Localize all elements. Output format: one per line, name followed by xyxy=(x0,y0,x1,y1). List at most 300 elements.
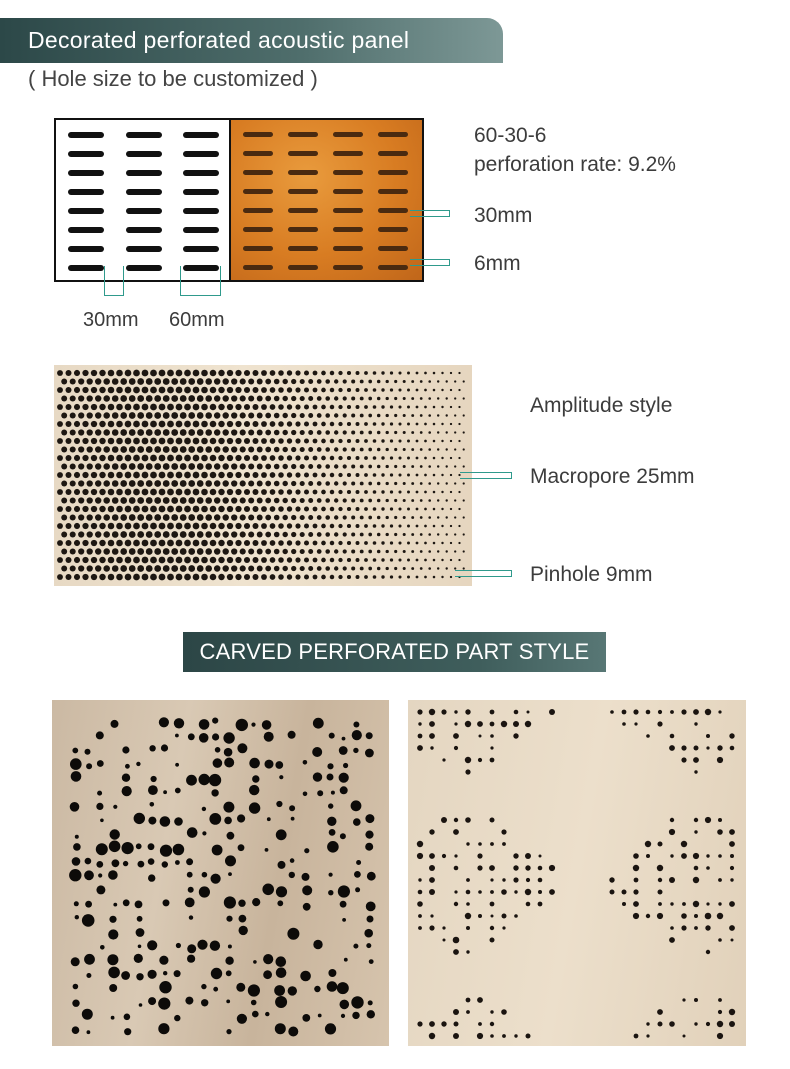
perforation-hole xyxy=(193,438,200,445)
perforation-hole xyxy=(244,574,250,580)
pin-hole xyxy=(513,877,518,882)
carved-hole xyxy=(199,719,210,730)
perforation-hole xyxy=(163,412,170,419)
pin-hole xyxy=(478,758,482,762)
perforation-hole xyxy=(278,387,284,393)
perforation-hole xyxy=(407,576,410,579)
carved-hole xyxy=(213,987,218,992)
carved-hole xyxy=(100,819,104,823)
perforation-hole xyxy=(235,506,241,512)
perforation-hole xyxy=(295,421,300,426)
perforation-hole xyxy=(235,574,241,580)
perforation-hole xyxy=(197,412,204,419)
perforation-hole xyxy=(205,531,212,538)
pin-hole xyxy=(646,914,650,918)
perforation-hole xyxy=(125,370,132,377)
perforation-hole xyxy=(295,523,300,528)
perforation-hole xyxy=(338,524,342,528)
pin-hole xyxy=(706,866,710,870)
perforation-hole xyxy=(416,389,419,392)
perforation-hole xyxy=(222,378,228,384)
perforation-hole xyxy=(390,507,393,510)
pin-hole xyxy=(466,902,470,906)
perforation-hole xyxy=(99,506,105,512)
perforation-hole xyxy=(87,395,93,401)
perforation-hole xyxy=(334,566,338,570)
perforation-hole xyxy=(261,455,267,461)
carved-hole xyxy=(87,1030,91,1034)
perforation-hole xyxy=(235,472,241,478)
carved-hole xyxy=(227,832,235,840)
perforation-hole xyxy=(188,395,195,402)
pin-hole xyxy=(490,734,494,738)
perforation-hole xyxy=(150,438,157,445)
carved-hole xyxy=(276,886,287,897)
perforation-hole xyxy=(176,523,183,530)
perforation-hole xyxy=(61,498,67,504)
perforation-hole xyxy=(197,378,204,385)
perforation-hole xyxy=(99,455,105,461)
perforation-hole xyxy=(112,463,119,470)
carved-hole xyxy=(251,723,255,727)
carved-hole xyxy=(211,789,218,796)
perforation-hole xyxy=(70,480,76,486)
perforation-hole xyxy=(244,387,250,393)
perforation-hole xyxy=(133,404,140,411)
perforation-hole xyxy=(261,370,267,376)
perforation-hole xyxy=(70,378,76,384)
perforation-hole xyxy=(205,412,212,419)
perforation-hole xyxy=(338,388,342,392)
perforation-hole xyxy=(218,404,224,410)
perforation-hole xyxy=(222,463,228,469)
perforation-hole xyxy=(87,378,93,384)
carved-hole xyxy=(175,734,179,738)
pin-hole xyxy=(479,735,482,738)
perforation-hole xyxy=(325,413,330,418)
pin-hole xyxy=(491,915,494,918)
perforation-hole xyxy=(446,550,448,552)
perforation-hole xyxy=(321,507,326,512)
perforation-hole xyxy=(321,473,326,478)
perforation-hole xyxy=(463,550,465,552)
carved-hole xyxy=(82,1009,93,1020)
perforation-hole xyxy=(171,429,178,436)
perforation-hole xyxy=(265,396,271,402)
perforation-hole xyxy=(253,489,259,495)
carved-hole xyxy=(113,805,117,809)
carved-hole xyxy=(212,845,223,856)
perforation-hole xyxy=(57,438,63,444)
perforation-hole xyxy=(70,463,76,469)
perforation-hole xyxy=(381,558,384,561)
pin-hole xyxy=(718,902,721,905)
perforation-hole xyxy=(420,499,423,502)
perforation-hole xyxy=(368,414,372,418)
perforation-hole xyxy=(261,540,267,546)
perforation-hole xyxy=(197,531,204,538)
perforation-hole xyxy=(317,481,322,486)
carved-hole xyxy=(176,943,181,948)
perforation-hole xyxy=(74,489,80,495)
perforation-hole xyxy=(137,412,144,419)
perforation-hole xyxy=(270,370,276,376)
perforation-hole xyxy=(74,421,80,427)
pin-hole xyxy=(525,865,530,870)
carved-hole xyxy=(212,718,218,724)
carved-hole xyxy=(226,970,232,976)
carved-section-banner: CARVED PERFORATED PART STYLE xyxy=(183,632,606,672)
perforation-hole xyxy=(356,575,360,579)
pin-hole xyxy=(513,853,518,858)
perforation-hole xyxy=(428,550,431,553)
perforation-hole xyxy=(227,523,233,529)
pinhole-label: Pinhole 9mm xyxy=(530,563,653,586)
perforation-hole xyxy=(351,464,355,468)
carved-hole xyxy=(209,774,221,786)
carved-hole xyxy=(148,858,155,865)
carved-hole xyxy=(86,973,91,978)
carved-hole xyxy=(161,744,168,751)
perforation-hole xyxy=(343,447,347,451)
perforation-hole xyxy=(70,531,76,537)
perforation-hole xyxy=(407,389,410,392)
slot-hole xyxy=(68,265,104,271)
pin-hole xyxy=(693,901,699,907)
perforation-hole xyxy=(129,480,136,487)
carved-hole xyxy=(365,843,373,851)
perforation-hole xyxy=(125,387,132,394)
perforation-hole xyxy=(176,574,183,581)
perforation-hole xyxy=(398,490,401,493)
perforation-hole xyxy=(325,464,330,469)
carved-hole xyxy=(236,983,245,992)
perforation-hole xyxy=(184,523,191,530)
carved-hole xyxy=(264,732,274,742)
perforation-hole xyxy=(308,430,313,435)
pin-hole xyxy=(610,890,615,895)
perforation-hole xyxy=(368,533,372,537)
carved-hole xyxy=(225,855,236,866)
perforation-hole xyxy=(308,498,313,503)
pin-hole xyxy=(658,878,662,882)
perforation-hole xyxy=(257,396,263,402)
carved-hole xyxy=(224,758,234,768)
perforation-hole xyxy=(218,506,224,512)
perforation-hole xyxy=(218,438,224,444)
perforation-hole xyxy=(163,378,170,385)
pin-hole xyxy=(622,902,626,906)
perforation-hole xyxy=(116,455,123,462)
perforation-hole xyxy=(450,576,452,578)
carved-hole xyxy=(251,1000,257,1006)
pin-hole xyxy=(429,889,435,895)
perforation-hole xyxy=(222,395,228,401)
carved-hole xyxy=(265,1012,269,1016)
perforation-hole xyxy=(381,422,384,425)
perforation-hole xyxy=(381,473,384,476)
carved-hole xyxy=(187,944,196,953)
perforation-hole xyxy=(112,395,119,402)
perforation-hole xyxy=(282,379,287,384)
perforation-hole xyxy=(325,481,330,486)
perforation-hole xyxy=(253,370,259,376)
carved-hole xyxy=(265,760,274,769)
perforation-hole xyxy=(87,565,93,571)
perforation-hole xyxy=(356,456,360,460)
pin-hole xyxy=(718,854,722,858)
perforation-hole xyxy=(291,515,296,520)
perforation-hole xyxy=(398,371,401,374)
carved-hole xyxy=(253,960,257,964)
perforation-hole xyxy=(188,463,195,470)
perforation-hole xyxy=(125,472,132,479)
perforation-hole xyxy=(270,557,276,563)
perforation-hole xyxy=(99,472,105,478)
perforation-hole xyxy=(428,448,431,451)
perforation-hole xyxy=(390,422,393,425)
perforation-hole xyxy=(244,523,250,529)
pin-hole xyxy=(538,890,542,894)
pin-hole xyxy=(490,1034,494,1038)
perforation-hole xyxy=(103,412,110,419)
carved-hole xyxy=(162,861,168,867)
perforation-hole xyxy=(304,421,309,426)
perforation-hole xyxy=(416,508,419,511)
carved-hole xyxy=(175,860,180,865)
perforation-hole xyxy=(95,446,101,452)
perforation-hole xyxy=(137,446,144,453)
perforation-hole xyxy=(377,414,381,418)
perforation-hole xyxy=(159,489,166,496)
perforation-hole xyxy=(180,429,187,436)
perforation-hole xyxy=(274,566,280,572)
perforation-hole xyxy=(291,549,296,554)
perforation-hole xyxy=(313,439,318,444)
carved-hole xyxy=(340,901,347,908)
perforation-hole xyxy=(364,541,368,545)
pin-hole xyxy=(418,926,422,930)
perforation-hole xyxy=(364,439,368,443)
perforation-hole xyxy=(360,397,364,401)
perforation-hole xyxy=(61,566,67,572)
perforation-hole xyxy=(270,387,276,393)
perforation-hole xyxy=(108,489,115,496)
perforation-hole xyxy=(446,414,448,416)
perforation-hole xyxy=(210,472,217,479)
perforation-hole xyxy=(450,559,452,561)
slot-hole xyxy=(183,132,219,138)
perforation-hole xyxy=(321,575,326,580)
carved-hole xyxy=(108,929,118,939)
perforation-hole xyxy=(87,412,93,418)
pin-hole xyxy=(490,938,495,943)
perforation-hole xyxy=(231,565,237,571)
perforation-hole xyxy=(116,540,123,547)
perforation-hole xyxy=(261,523,267,529)
perforation-hole xyxy=(205,565,212,572)
perforation-hole xyxy=(330,439,334,443)
perforation-hole xyxy=(317,498,322,503)
perforation-hole xyxy=(407,457,410,460)
perforation-hole xyxy=(377,516,381,520)
perforation-hole xyxy=(248,412,254,418)
perforation-hole xyxy=(176,438,183,445)
carved-hole xyxy=(225,957,233,965)
perforation-hole xyxy=(351,396,355,400)
slot-hole xyxy=(243,151,273,156)
perforation-hole xyxy=(240,429,246,435)
carved-hole xyxy=(186,858,193,865)
perforation-hole xyxy=(78,531,84,537)
perforation-hole xyxy=(125,540,132,547)
perforation-hole xyxy=(424,508,427,511)
pin-hole xyxy=(705,709,711,715)
pin-hole xyxy=(729,1009,735,1015)
perforation-hole xyxy=(103,429,110,436)
perforation-hole xyxy=(103,463,110,470)
carved-hole xyxy=(276,829,287,840)
perforation-hole xyxy=(82,421,88,427)
perforation-hole xyxy=(214,531,221,538)
perforation-hole xyxy=(125,557,132,564)
perforation-hole xyxy=(142,472,149,479)
perforation-hole xyxy=(463,380,465,382)
perforation-hole xyxy=(343,464,347,468)
perforation-hole xyxy=(278,455,284,461)
perforation-hole xyxy=(433,525,436,528)
perforation-hole xyxy=(176,455,183,462)
carved-hole xyxy=(159,717,169,727)
perforation-hole xyxy=(91,489,97,495)
perforation-hole xyxy=(244,489,250,495)
perforation-hole xyxy=(253,506,259,512)
perforation-hole xyxy=(390,558,393,561)
perforation-hole xyxy=(364,456,368,460)
perforation-hole xyxy=(428,516,431,519)
perforation-hole xyxy=(163,446,170,453)
perforation-hole xyxy=(313,558,318,563)
pin-hole xyxy=(646,710,651,715)
perforation-hole xyxy=(265,481,271,487)
pin-hole xyxy=(502,1034,506,1038)
perforation-hole xyxy=(244,540,250,546)
perforation-hole xyxy=(180,548,187,555)
perforation-hole xyxy=(129,497,136,504)
perforation-hole xyxy=(300,498,305,503)
perforation-hole xyxy=(146,497,153,504)
perforation-hole xyxy=(351,379,355,383)
carved-hole xyxy=(331,791,335,795)
perforation-hole xyxy=(57,523,63,529)
perforation-hole xyxy=(70,412,76,418)
perforation-hole xyxy=(188,548,195,555)
perforation-hole xyxy=(171,514,178,521)
perforation-hole xyxy=(227,540,233,546)
pin-hole xyxy=(418,878,421,881)
perforation-hole xyxy=(407,559,410,562)
carved-hole xyxy=(150,802,155,807)
perforation-hole xyxy=(218,421,224,427)
perforation-hole xyxy=(142,557,149,564)
perforation-hole xyxy=(270,489,276,495)
perforation-hole xyxy=(146,429,153,436)
pin-hole xyxy=(514,890,517,893)
perforation-hole xyxy=(193,574,200,581)
carved-hole xyxy=(82,914,95,927)
perforation-hole xyxy=(394,499,397,502)
perforation-hole xyxy=(108,472,115,479)
perforation-hole xyxy=(125,421,132,428)
perforation-hole xyxy=(278,438,284,444)
perforation-hole xyxy=(240,463,246,469)
perforation-hole xyxy=(197,565,204,572)
perforation-hole xyxy=(244,455,250,461)
spec-code-label: 60-30-6 xyxy=(474,124,547,147)
carved-hole xyxy=(340,786,348,794)
carved-hole xyxy=(159,981,171,993)
pin-hole xyxy=(501,889,507,895)
perforation-hole xyxy=(91,438,97,444)
perforation-hole xyxy=(61,481,67,487)
perforation-hole xyxy=(441,525,443,527)
pin-hole xyxy=(718,878,722,882)
pin-hole xyxy=(478,1022,482,1026)
perforation-hole xyxy=(82,574,88,580)
slot-hole xyxy=(378,170,408,175)
perforation-hole xyxy=(193,523,200,530)
perforation-hole xyxy=(112,446,119,453)
perforation-hole xyxy=(454,499,456,501)
perforation-hole xyxy=(214,463,221,470)
carved-hole xyxy=(341,1014,345,1018)
perforation-hole xyxy=(411,448,414,451)
perforation-hole xyxy=(201,455,208,462)
perforation-hole xyxy=(377,499,381,503)
perforation-hole xyxy=(99,574,105,580)
perforation-hole xyxy=(386,431,389,434)
perforation-hole xyxy=(364,575,368,579)
pin-hole xyxy=(418,722,421,725)
pin-hole xyxy=(670,926,674,930)
perforation-hole xyxy=(103,548,110,555)
perforation-hole xyxy=(66,574,72,580)
perforation-hole xyxy=(364,558,368,562)
carved-hole xyxy=(125,764,130,769)
pin-hole xyxy=(490,758,495,763)
perforation-hole xyxy=(433,474,436,477)
slot-hole xyxy=(288,265,318,270)
perforation-hole xyxy=(330,371,334,375)
perforation-hole xyxy=(411,482,414,485)
perforation-hole xyxy=(300,430,305,435)
perforation-hole xyxy=(394,465,397,468)
perforation-hole xyxy=(257,413,263,419)
perforation-hole xyxy=(91,421,97,427)
perforation-hole xyxy=(116,506,123,513)
perforation-hole xyxy=(398,473,401,476)
carved-hole xyxy=(329,873,333,877)
perforation-hole xyxy=(317,532,322,537)
perforation-hole xyxy=(159,387,166,394)
perforation-hole xyxy=(428,533,431,536)
perforation-hole xyxy=(437,499,439,501)
perforation-hole xyxy=(300,532,305,537)
perforation-hole xyxy=(167,557,174,564)
perforation-hole xyxy=(87,514,93,520)
perforation-hole xyxy=(330,456,334,460)
carved-hole xyxy=(197,940,207,950)
